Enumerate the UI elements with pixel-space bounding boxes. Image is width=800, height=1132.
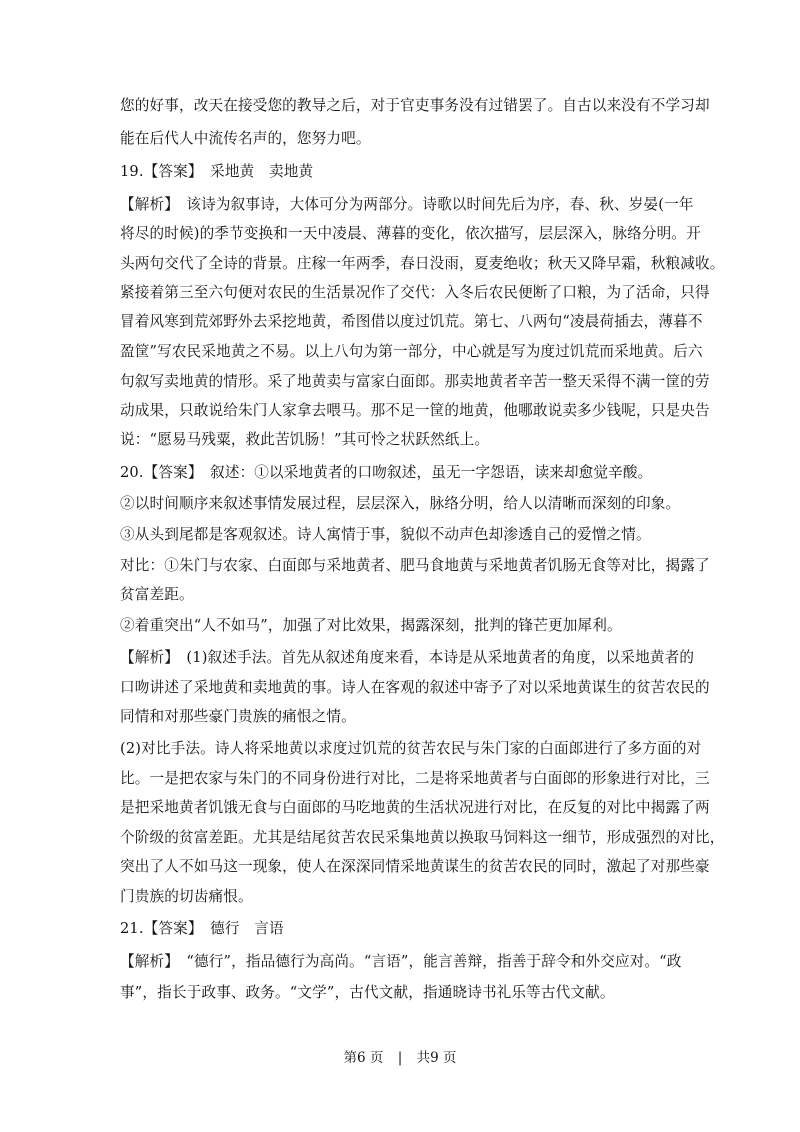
- text-line: 比。一是把农家与朱门的不同身份进行对比，二是将采地黄者与白面郎的形象进行对比，三: [120, 770, 710, 787]
- text-line: 门贵族的切齿痛恨。: [120, 888, 253, 905]
- text-line: 将尽的时候)的季节变换和一天中凌晨、薄暮的变化，依次描写，层层深入，脉络分明。开: [120, 225, 701, 242]
- text-line: 动成果，只敢说给朱门人家拿去喂马。那不足一筐的地黄，他哪敢说卖多少钱呢，只是央告: [120, 402, 710, 419]
- text-line: 能在后代人中流传名声的，您努力吧。: [120, 130, 371, 147]
- answer-20-line: 20.【答案】 叙述：①以采地黄者的口吻叙述，虽无一字怨语，读来却愈觉辛酸。: [120, 464, 653, 481]
- text-line: 句叙写卖地黄的情形。采了地黄卖与富家白面郎。那卖地黄者辛苦一整天采得不满一筐的劳: [120, 373, 710, 390]
- answer-19-line: 19.【答案】 采地黄 卖地黄: [120, 163, 314, 180]
- text-line: 个阶级的贫富差距。尤其是结尾贫苦农民采集地黄以换取马饲料这一细节，形成强烈的对比，: [120, 829, 725, 846]
- page-total: 共9 页: [416, 1050, 457, 1066]
- text-line: ③从头到尾都是客观叙述。诗人寓情于事，貌似不动声色却渗透自己的爱憎之情。: [120, 526, 651, 543]
- text-line: 冒着风寒到荒郊野外去采挖地黄，希图借以度过饥荒。第七、八两句“凌晨荷插去，薄暮不: [120, 313, 703, 330]
- text-line: 头两句交代了全诗的背景。庄稼一年两季，春日没雨，夏麦绝收；秋天又降早霜，秋粮减收。: [120, 255, 725, 272]
- footer-separator: |: [397, 1050, 403, 1066]
- analysis-21-line: 【解析】 “德行”，指品德行为高尚。“言语”，能言善辩，指善于辞令和外交应对。“政: [120, 953, 682, 970]
- analysis-20-line: 【解析】 (1)叙述手法。首先从叙述角度来看，本诗是从采地黄者的角度，以采地黄者的: [120, 649, 695, 666]
- text-line: (2)对比手法。诗人将采地黄以求度过饥荒的贫苦农民与朱门家的白面郎进行了多方面的对: [120, 740, 702, 757]
- text-line: 紧接着第三至六句便对农民的生活景况作了交代：入冬后农民便断了口粮，为了活命，只得: [120, 284, 710, 301]
- text-line: 口吻讲述了采地黄和卖地黄的事。诗人在客观的叙述中寄予了对以采地黄谋生的贫苦农民的: [120, 679, 710, 696]
- text-line: 突出了人不如马这一现象，使人在深深同情采地黄谋生的贫苦农民的同时，激起了对那些豪: [120, 858, 710, 875]
- analysis-19-line: 【解析】 该诗为叙事诗，大体可分为两部分。诗歌以时间先后为序，春、秋、岁晏(一年: [120, 196, 694, 213]
- text-line: 同情和对那些豪门贵族的痛恨之情。: [120, 708, 356, 725]
- text-line: 盈筐”写农民采地黄之不易。以上八句为第一部分，中心就是写为度过饥荒而采地黄。后六: [120, 343, 703, 360]
- text-line: 贫富差距。: [120, 586, 194, 603]
- text-line: ②着重突出“人不如马”，加强了对比效果，揭露深刻，批判的锋芒更加犀利。: [120, 617, 622, 634]
- answer-21-line: 21.【答案】 德行 言语: [120, 920, 284, 937]
- page-footer: [0, 1048, 800, 1068]
- text-line: 您的好事，改天在接受您的教导之后，对于官吏事务没有过错罢了。自古以来没有不学习却: [120, 97, 710, 114]
- text-line: 说：“愿易马残粟，救此苦饥肠！”其可怜之状跃然纸上。: [120, 431, 490, 448]
- text-line: ②以时间顺序来叙述事情发展过程，层层深入，脉络分明，给人以清晰而深刻的印象。: [120, 495, 681, 512]
- page-number: 第6 页: [343, 1050, 384, 1066]
- text-line: 是把采地黄者饥饿无食与白面郎的马吃地黄的生活状况进行对比，在反复的对比中揭露了两: [120, 799, 710, 816]
- text-line: 对比：①朱门与农家、白面郎与采地黄者、肥马食地黄与采地黄者饥肠无食等对比，揭露了: [120, 557, 710, 574]
- text-line: 事”，指长于政事、政务。“文学”，古代文献，指通晓诗书礼乐等古代文献。: [120, 984, 615, 1001]
